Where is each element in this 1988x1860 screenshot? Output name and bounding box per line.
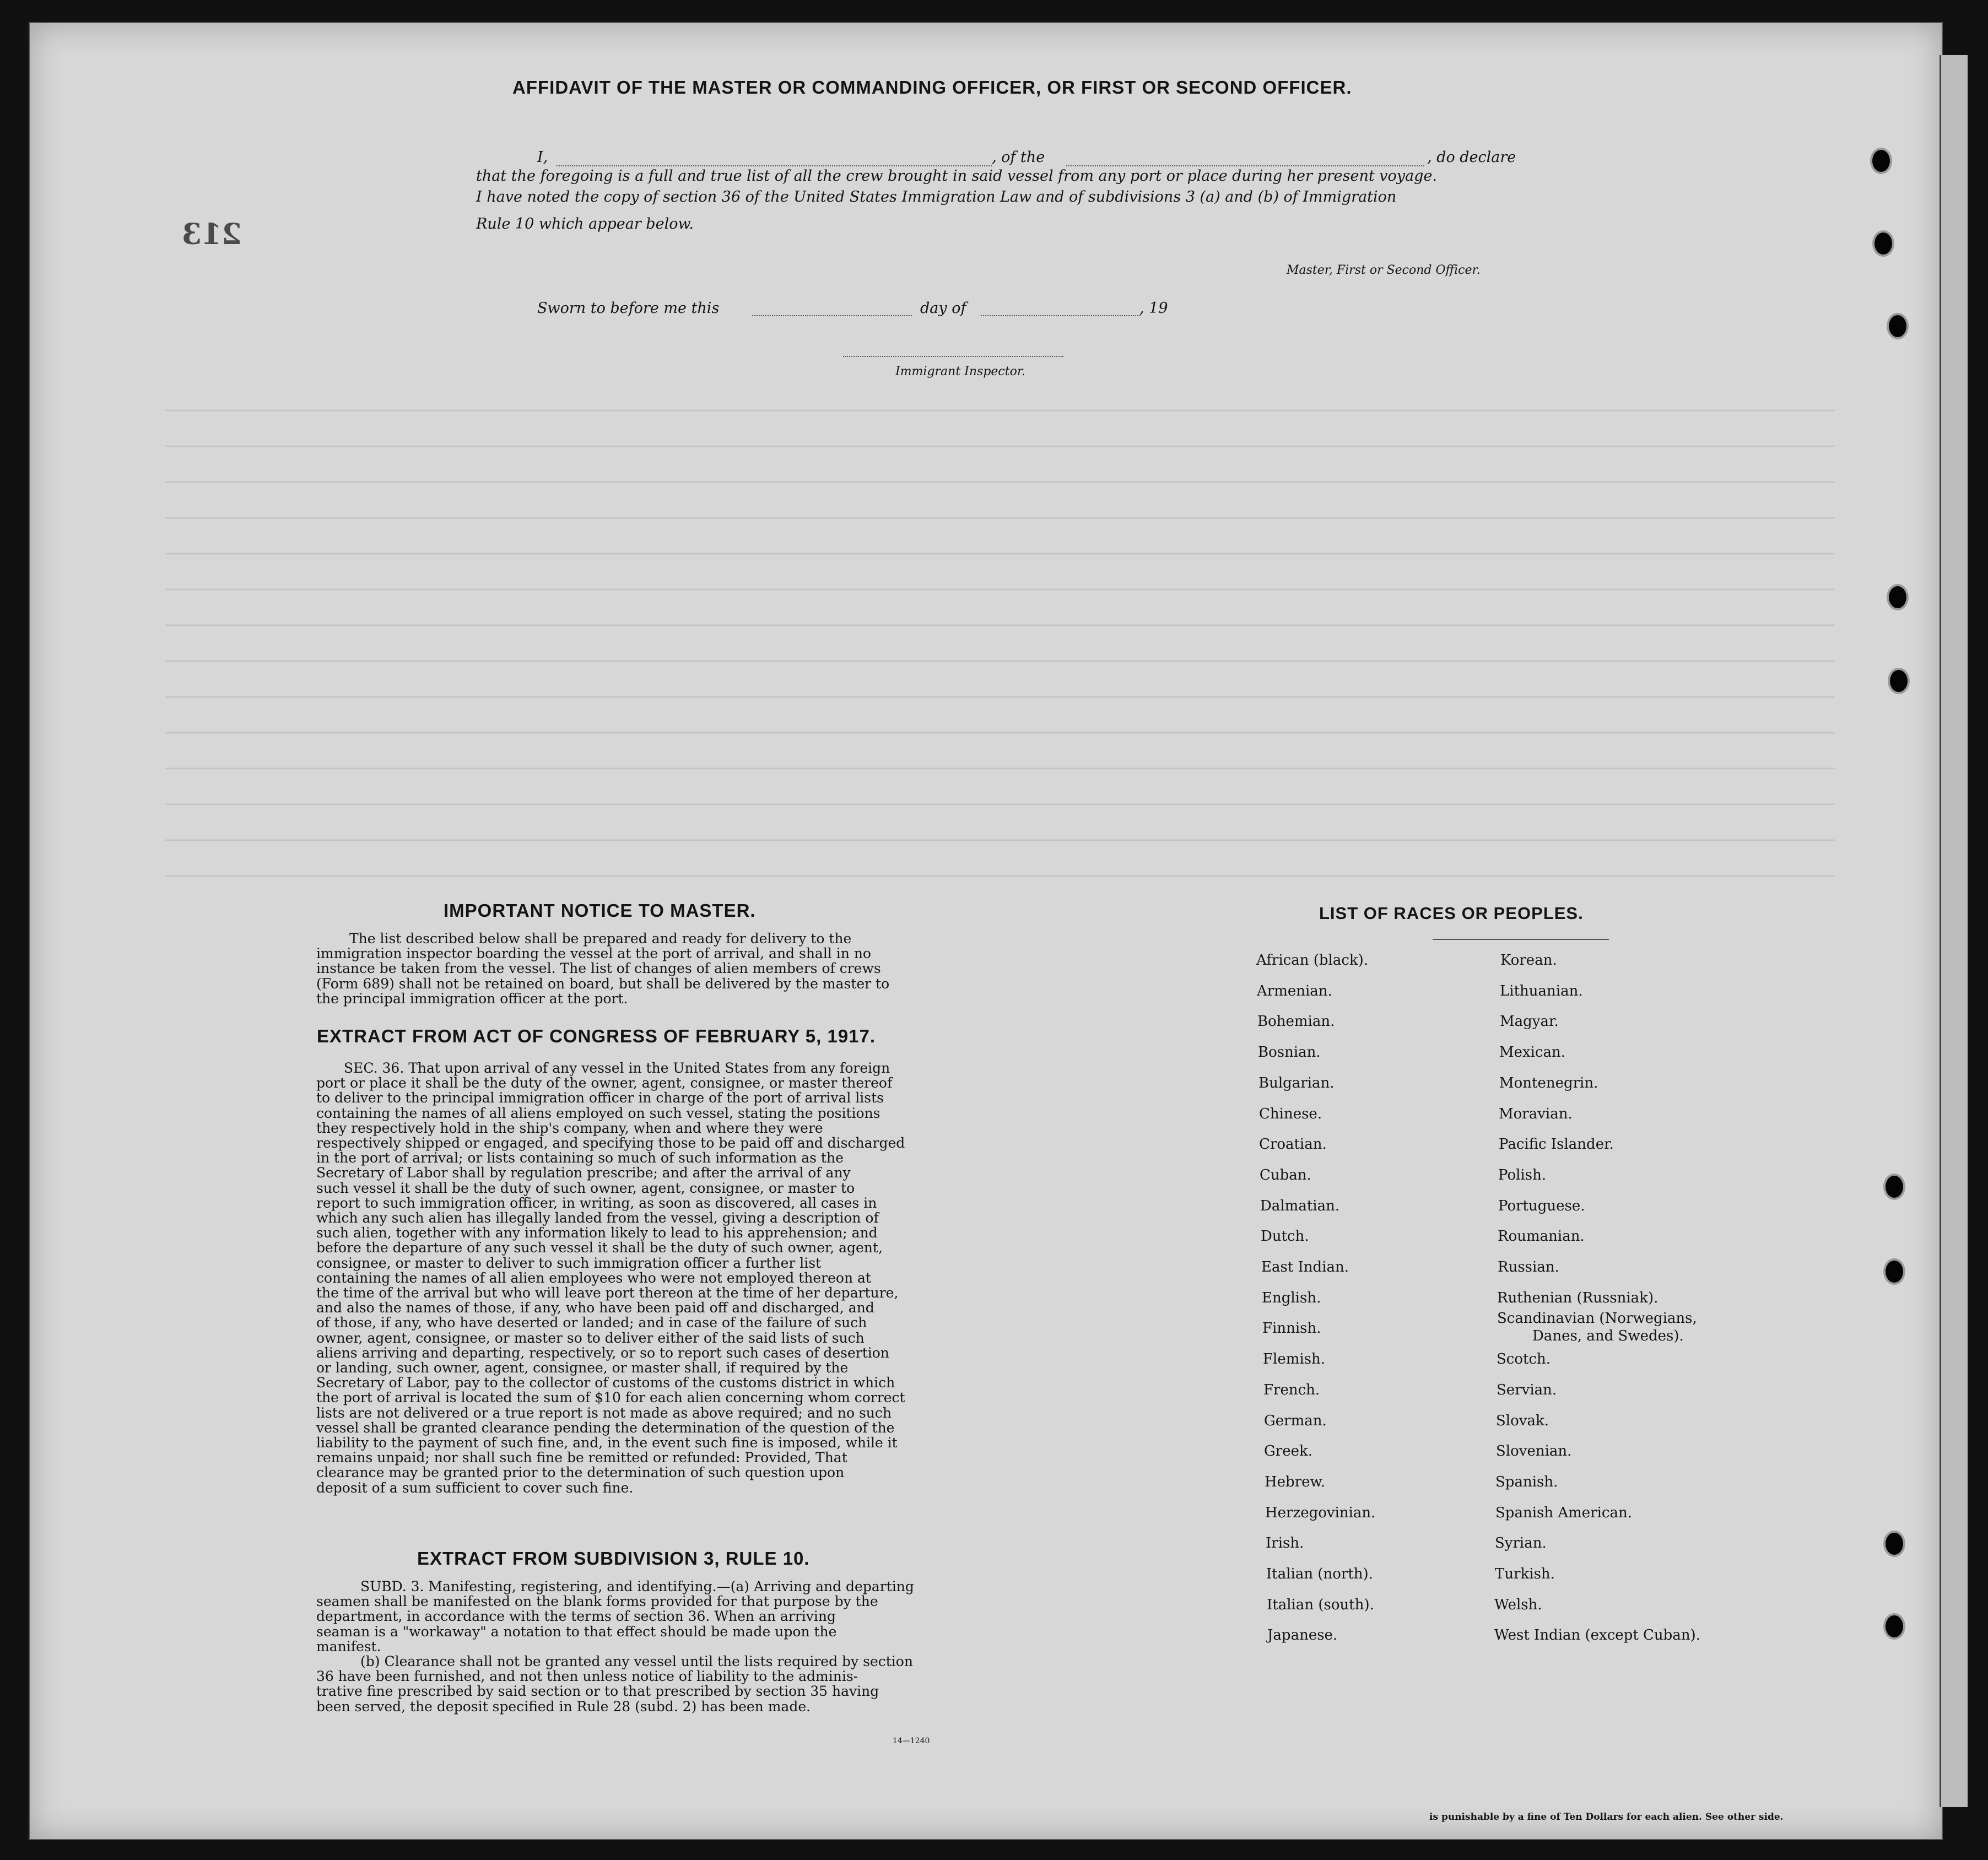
race-item: Russian. — [1498, 1259, 1559, 1275]
rule-line: (b) Clearance shall not be granted any vessel until the lists required by section — [360, 1653, 913, 1670]
act-line: lists are not delivered or a true report is not made as above required; and no such — [316, 1404, 892, 1421]
affidavit-body-1: that the foregoing is a full and true list of all the crew brought in said vessel from any port or place during her present voyage. — [476, 167, 1438, 185]
page-stamp: 213 — [182, 218, 242, 251]
race-item: Spanish American. — [1495, 1505, 1633, 1521]
act-line: or landing, such owner, agent, consignee, or master shall, if required by the — [316, 1360, 849, 1376]
sworn-label: Sworn to before me this — [537, 300, 720, 317]
race-item: Slovenian. — [1496, 1443, 1572, 1459]
act-line: port or place it shall be the duty of the owner, agent, consignee, or master thereof — [316, 1075, 893, 1091]
race-item: Chinese. — [1259, 1106, 1322, 1122]
notice-line: the principal immigration officer at the port. — [316, 990, 628, 1007]
race-item: Slovak. — [1496, 1413, 1549, 1429]
month-blank — [981, 315, 1141, 316]
form-number: 14—1240 — [893, 1737, 930, 1745]
race-item: Polish. — [1498, 1167, 1547, 1183]
notice-line: instance be taken from the vessel. The list of changes of alien members of crews — [316, 960, 881, 977]
notice-title: IMPORTANT NOTICE TO MASTER. — [444, 900, 756, 921]
race-item: African (black). — [1256, 952, 1369, 969]
race-item: Turkish. — [1495, 1566, 1555, 1582]
race-item: Roumanian. — [1498, 1228, 1585, 1245]
punch-hole — [1883, 1613, 1905, 1640]
race-item: Scandinavian (Norwegians, — [1497, 1310, 1697, 1327]
race-item: Cuban. — [1260, 1167, 1311, 1183]
vessel-blank — [1066, 165, 1424, 166]
act-line: consignee, or master to deliver to such immigration officer a further list — [316, 1255, 822, 1271]
race-item: Scotch. — [1497, 1351, 1551, 1367]
act-line: vessel shall be granted clearance pending the determination of the question of the — [316, 1419, 895, 1436]
notice-text — [316, 931, 950, 1006]
race-item: Danes, and Swedes). — [1532, 1328, 1684, 1344]
notice-line: immigration inspector boarding the vessel at the port of arrival, and shall in no — [316, 945, 871, 962]
rule-line: been served, the deposit specified in Rule 28 (subd. 2) has been made. — [316, 1698, 811, 1715]
act-line: they respectively hold in the ship's company, when and where they were — [316, 1120, 823, 1136]
race-item: Greek. — [1264, 1443, 1312, 1459]
affidavit-heading: AFFIDAVIT OF THE MASTER OR COMMANDING OFFICER, OR FIRST OR SECOND OFFICER. — [512, 77, 1352, 98]
race-item: East Indian. — [1261, 1259, 1349, 1275]
rule-line: seamen shall be manifested on the blank forms provided for that purpose by the — [316, 1593, 878, 1610]
rule-line: trative fine prescribed by said section or to that prescribed by section 35 having — [316, 1683, 879, 1700]
act-line: and also the names of those, if any, who have been paid off and discharged, and — [316, 1300, 874, 1316]
race-item: Bohemian. — [1257, 1013, 1335, 1030]
act-extract-text — [316, 1061, 950, 1495]
race-item: Hebrew. — [1265, 1474, 1325, 1490]
race-item: Herzegovinian. — [1265, 1505, 1376, 1521]
race-item: Ruthenian (Russniak). — [1497, 1290, 1659, 1306]
rule-line: SUBD. 3. Manifesting, registering, and identifying.—(a) Arriving and departing — [360, 1578, 914, 1594]
act-line: respectively shipped or engaged, and specifying those to be paid off and discharged — [316, 1135, 905, 1151]
rule-extract-title: EXTRACT FROM SUBDIVISION 3, RULE 10. — [417, 1548, 810, 1569]
act-line: clearance may be granted prior to the determination of such question upon — [316, 1464, 845, 1481]
race-item: Portuguese. — [1498, 1198, 1585, 1214]
act-line: in the port of arrival; or lists containing so much of such information as the — [316, 1150, 844, 1166]
race-item: Japanese. — [1267, 1627, 1338, 1643]
rule-line: 36 have been furnished, and not then unless notice of liability to the adminis- — [316, 1668, 858, 1685]
punch-hole — [1887, 313, 1909, 339]
act-line: report to such immigration officer, in writing, as soon as discovered, all cases in — [316, 1194, 877, 1211]
act-line: such alien, together with any information likely to lead to his apprehension; and — [316, 1225, 878, 1241]
rule-line: department, in accordance with the terms of section 36. When an arriving — [316, 1608, 836, 1625]
act-line: containing the names of all alien employees who were not employed thereon at — [316, 1269, 871, 1286]
races-title: LIST OF RACES OR PEOPLES. — [1319, 904, 1584, 923]
inspector-blank — [843, 356, 1063, 357]
race-item: Lithuanian. — [1500, 983, 1583, 999]
act-line: aliens arriving and departing, respectively, or so to report such cases of desertion — [316, 1344, 889, 1361]
punch-hole — [1883, 1531, 1905, 1557]
inspector-label: Immigrant Inspector. — [895, 365, 1025, 379]
punch-hole — [1883, 1174, 1905, 1200]
act-line: owner, agent, consignee, or master so to deliver either of the said lists of such — [316, 1329, 865, 1346]
affidavit-body-2: I have noted the copy of section 36 of the United States Immigration Law and of subdivisions 3 (a) and (b) of Immigration — [476, 188, 1397, 206]
rule-extract-text — [316, 1579, 950, 1714]
act-line: liability to the payment of such fine, and, in the event such fine is imposed, while it — [316, 1435, 898, 1451]
page-edge — [1940, 55, 1968, 1807]
race-item: Servian. — [1497, 1382, 1557, 1398]
race-item: Italian (south). — [1267, 1597, 1374, 1613]
day-blank — [752, 315, 912, 316]
act-line: deposit of a sum sufficient to cover such fine. — [316, 1479, 634, 1496]
race-item: Croatian. — [1259, 1136, 1327, 1153]
affidavit-i: I, — [537, 149, 548, 166]
race-item: Bosnian. — [1258, 1044, 1321, 1061]
race-item: Welsh. — [1494, 1597, 1542, 1613]
punch-hole — [1887, 584, 1909, 610]
race-item: Pacific Islander. — [1499, 1136, 1614, 1153]
affidavit-of-the: , of the — [992, 149, 1045, 166]
act-line: to deliver to the principal immigration officer in charge of the port of arrival lists — [316, 1090, 884, 1106]
affidavit-body-3: Rule 10 which appear below. — [476, 215, 694, 233]
punch-hole — [1883, 1258, 1905, 1285]
race-item: Korean. — [1500, 952, 1557, 969]
race-item: Armenian. — [1257, 983, 1332, 999]
act-line: of those, if any, who have deserted or landed; and in case of the failure of such — [316, 1315, 867, 1331]
act-line: the time of the arrival but who will leave port thereon at the time of her departure, — [316, 1285, 899, 1301]
race-item: German. — [1264, 1413, 1327, 1429]
notice-line: (Form 689) shall not be retained on board, but shall be delivered by the master to — [316, 975, 890, 992]
year-label: , 19 — [1139, 300, 1168, 317]
act-line: Secretary of Labor shall by regulation prescribe; and after the arrival of any — [316, 1165, 851, 1181]
race-item: West Indian (except Cuban). — [1494, 1627, 1700, 1643]
race-item: Spanish. — [1495, 1474, 1558, 1490]
footer-note: is punishable by a fine of Ten Dollars for each alien. See other side. — [1429, 1812, 1784, 1823]
race-item: Finnish. — [1262, 1320, 1321, 1337]
affidavit-declare: , do declare — [1427, 149, 1516, 166]
master-signature-label: Master, First or Second Officer. — [1287, 263, 1481, 277]
punch-hole — [1870, 148, 1892, 174]
act-line: such vessel it shall be the duty of such owner, agent, consignee, or master to — [316, 1180, 855, 1196]
race-item: Montenegrin. — [1499, 1075, 1598, 1091]
races-rule — [1433, 939, 1609, 940]
race-item: Italian (north). — [1266, 1566, 1373, 1582]
act-line: Secretary of Labor, pay to the collector of customs of the customs district in which — [316, 1375, 895, 1391]
act-line: the port of arrival is located the sum of $10 for each alien concerning whom correct — [316, 1389, 905, 1406]
race-item: Bulgarian. — [1258, 1075, 1335, 1091]
race-item: Moravian. — [1499, 1106, 1573, 1122]
day-of-label: day of — [920, 300, 966, 317]
punch-hole — [1872, 230, 1894, 257]
act-line: which any such alien has illegally landed from the vessel, giving a description of — [316, 1210, 879, 1226]
race-item: Irish. — [1266, 1535, 1304, 1551]
act-line: SEC. 36. That upon arrival of any vessel in the United States from any foreign — [344, 1060, 890, 1076]
race-item: Mexican. — [1499, 1044, 1566, 1061]
name-blank — [557, 165, 992, 166]
act-line: remains unpaid; nor shall such fine be remitted or refunded: Provided, That — [316, 1450, 847, 1466]
race-item: Dalmatian. — [1260, 1198, 1340, 1214]
act-line: containing the names of all aliens employed on such vessel, stating the positions — [316, 1105, 880, 1121]
rule-line: seaman is a "workaway" a notation to that effect should be made upon the — [316, 1623, 837, 1640]
rule-line: manifest. — [316, 1638, 381, 1654]
race-item: Dutch. — [1261, 1228, 1309, 1245]
race-item: Flemish. — [1263, 1351, 1326, 1367]
punch-hole — [1888, 668, 1910, 694]
act-line: before the departure of any such vessel it shall be the duty of such owner, agent, — [316, 1240, 883, 1256]
notice-line: The list described below shall be prepared and ready for delivery to the — [349, 931, 852, 947]
race-item: Syrian. — [1495, 1535, 1547, 1551]
race-item: English. — [1262, 1290, 1321, 1306]
race-item: French. — [1263, 1382, 1320, 1398]
race-item: Magyar. — [1500, 1013, 1559, 1030]
act-extract-title: EXTRACT FROM ACT OF CONGRESS OF FEBRUARY 5, 1917. — [317, 1026, 876, 1046]
